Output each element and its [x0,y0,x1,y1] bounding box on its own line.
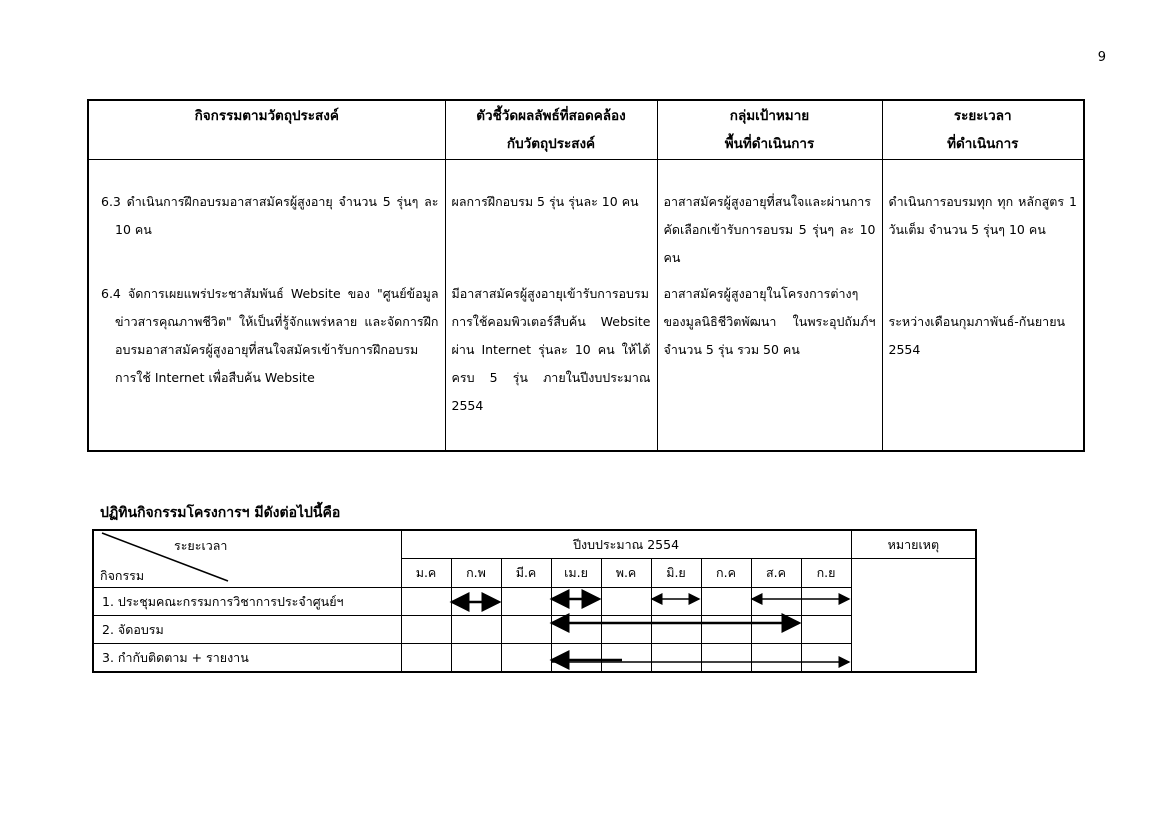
month-header: ก.ค [701,559,751,588]
target-cell: อาสาสมัครผู้สูงอายุที่สนใจและผ่านการคัดเลือกเข้ารับการอบรม 5 รุ่นๆ ละ 10 คน [657,160,882,281]
month-header: มิ.ย [651,559,701,588]
month-header: ส.ค [751,559,801,588]
month-header: ม.ค [401,559,451,588]
remark-header: หมายเหตุ [851,530,976,559]
activity-cell: 6.3 ดำเนินการฝึกอบรมอาสาสมัครผู้สูงอายุ จำนวน 5 รุ่นๆ ละ 10 คน [88,160,445,281]
remark-cell [851,559,976,673]
indicator-cell: ผลการฝึกอบรม 5 รุ่น รุ่นละ 10 คน [445,160,657,281]
month-header: ก.ย [801,559,851,588]
fiscal-year-header: ปีงบประมาณ 2554 [401,530,851,559]
month-header: พ.ค [601,559,651,588]
schedule-row [93,644,976,673]
header-indicator: ตัวชี้วัดผลลัพธ์ที่สอดคล้อง กับวัตถุประสงค์ [445,100,657,160]
target-cell: อาสาสมัครผู้สูงอายุในโครงการต่างๆ ของมูลนิธิชีวิตพัฒนา ในพระอุปถัมภ์ฯ จำนวน 5 รุ่น รวม 50 คน [657,280,882,451]
activity-table [87,99,1085,452]
schedule-activity: 1. ประชุมคณะกรรมการวิชาการประจำศูนย์ฯ [93,588,401,616]
schedule-heading: ปฏิทินกิจกรรมโครงการฯ มีดังต่อไปนี้คือ [100,505,341,521]
month-header: ก.พ [451,559,501,588]
schedule-row [93,588,976,616]
schedule-activity: 2. จัดอบรม [93,616,401,644]
corner-cell [93,530,401,588]
period-cell: ระหว่างเดือนกุมภาพันธ์-กันยายน 2554 [882,280,1084,451]
period-cell: ดำเนินการอบรมทุก ทุก หลักสูตร 1 วันเต็ม จำนวน 5 รุ่นๆ 10 คน [882,160,1084,281]
month-header: เม.ย [551,559,601,588]
header-activity: กิจกรรมตามวัตถุประสงค์ [88,100,445,160]
header-period: ระยะเวลา ที่ดำเนินการ [882,100,1084,160]
schedule-row [93,616,976,644]
corner-top-label: ระยะเวลา [174,538,228,553]
header-target: กลุ่มเป้าหมาย พื้นที่ดำเนินการ [657,100,882,160]
table-row [88,280,1084,451]
schedule-table [92,529,977,673]
table-header-row [88,100,1084,160]
schedule-activity: 3. กำกับติดตาม + รายงาน [93,644,401,673]
month-header: มี.ค [501,559,551,588]
corner-bottom-label: กิจกรรม [100,568,145,583]
activity-cell: 6.4 จัดการเผยแพร่ประชาสัมพันธ์ Website ของ "ศูนย์ข้อมูลข่าวสารคุณภาพชีวิต" ให้เป็นที่รู้จักแพร่หลาย และจัดการฝึกอบรมอาสาสมัครผู้สูงอายุที่สนใจสมัครเข้ารับการฝึกอบรม การใช้ Internet เพื่อสืบค้น Website [88,280,445,451]
table-row [88,160,1084,281]
page-number: 9 [1097,50,1106,65]
indicator-cell: มีอาสาสมัครผู้สูงอายุเข้ารับการอบรม การใช้คอมพิวเตอร์สืบค้น Website ผ่าน Internet รุ่นละ 10 คน ให้ได้ครบ 5 รุ่น ภายในปีงบประมาณ 2554 [445,280,657,451]
